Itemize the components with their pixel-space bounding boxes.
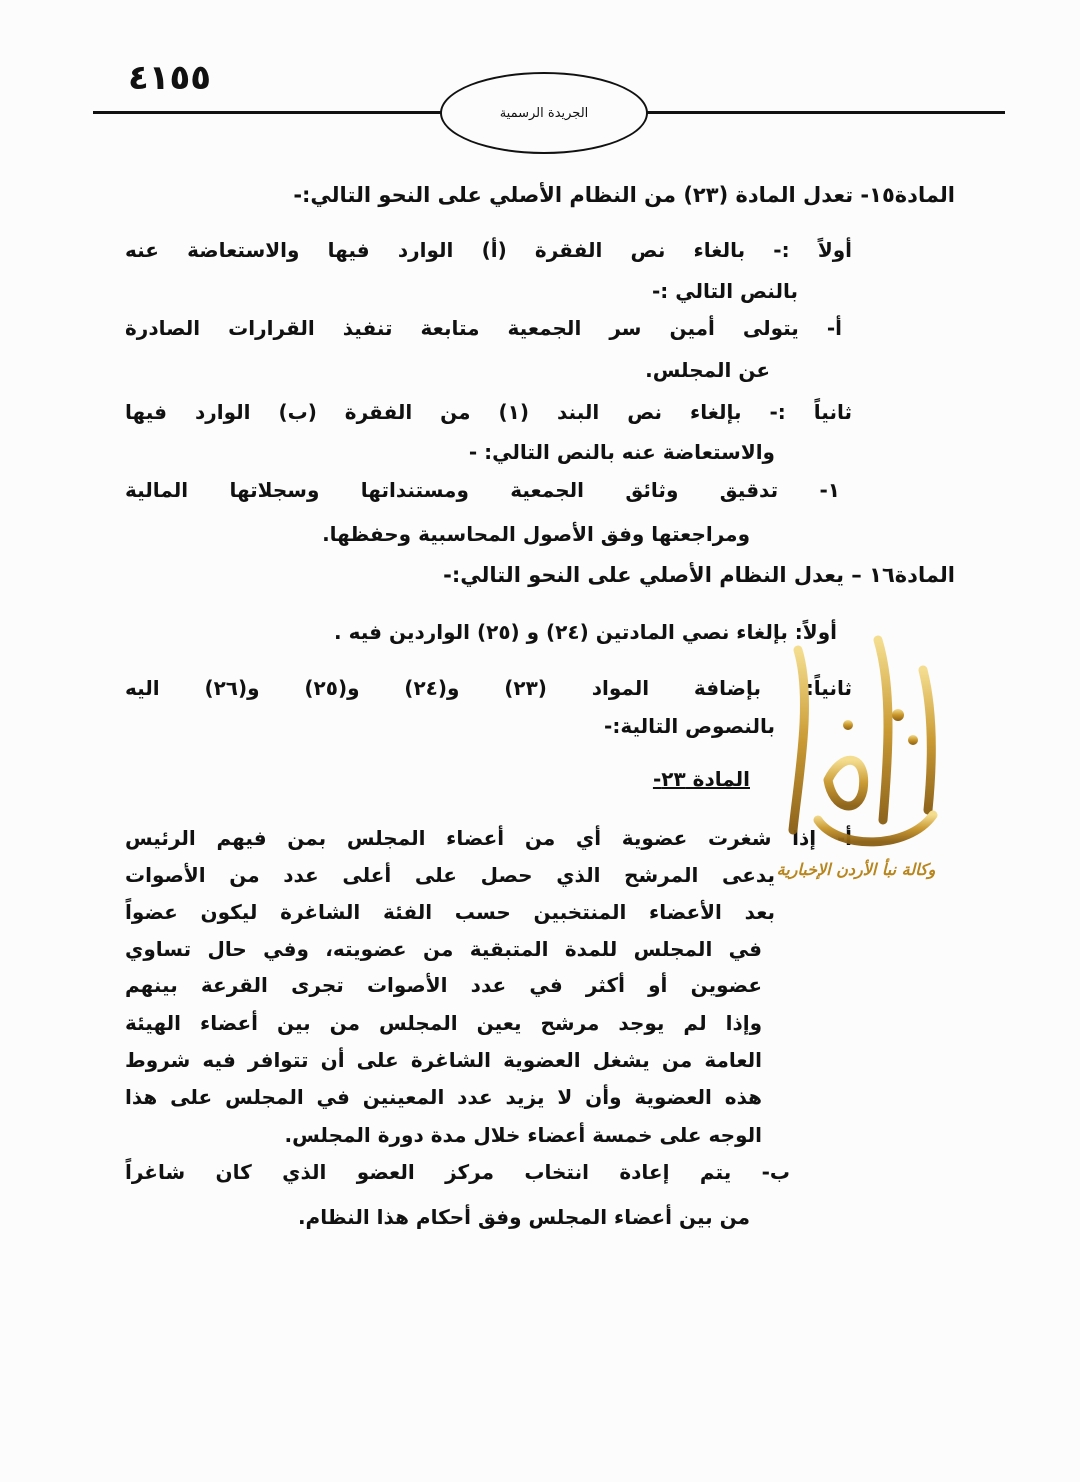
text-line: من بين أعضاء المجلس وفق أحكام هذا النظام.: [297, 1205, 750, 1229]
text-line: الوجه على خمسة أعضاء خلال مدة دورة المجلس.: [284, 1123, 762, 1147]
masthead-title: الجريدة الرسمية: [499, 105, 589, 121]
article-23-heading: المادة ٢٣-: [652, 767, 750, 791]
text-line: ١- تدقيق وثائق الجمعية ومستنداتها وسجلاتها المالية: [125, 478, 840, 502]
article-15-heading: المادة١٥- تعدل المادة (٢٣) من النظام الأصلي على النحو التالي:-: [293, 183, 955, 207]
text-line: بعد الأعضاء المنتخبين حسب الفئة الشاغرة ليكون عضواً: [125, 900, 775, 924]
text-line: ومراجعتها وفق الأصول المحاسبية وحفظها.: [322, 522, 750, 546]
text-line: هذه العضوية وأن لا يزيد عدد المعينين في المجلس على هذا: [125, 1085, 762, 1109]
text-line: بالنص التالي :-: [652, 279, 798, 303]
text-line: وإذا لم يوجد مرشح يعين المجلس من بين أعضاء الهيئة: [125, 1011, 762, 1035]
text-line: والاستعاضة عنه بالنص التالي: -: [468, 440, 775, 464]
text-line: ثانياً :- بإلغاء نص البند (١) من الفقرة (ب) الوارد فيها: [125, 400, 852, 424]
text-line: أ- يتولى أمين سر الجمعية متابعة تنفيذ القرارات الصادرة: [125, 316, 842, 340]
text-line: أ- إذا شغرت عضوية أي من أعضاء المجلس بمن فيهم الرئيس: [125, 826, 852, 850]
text-line: عضوين أو أكثر في عدد الأصوات تجرى القرعة بينهم: [125, 973, 762, 997]
text-line: أولاً: بإلغاء نصي المادتين (٢٤) و (٢٥) الواردين فيه .: [334, 620, 837, 644]
text-line: ثانياً: بإضافة المواد (٢٣) و(٢٤) و(٢٥) و(٢٦) اليه: [125, 676, 852, 700]
text-line: في المجلس للمدة المتبقية من عضويته، وفي حال تساوي: [125, 937, 762, 961]
text-line: العامة من يشغل العضوية الشاغرة على أن تتوافر فيه شروط: [125, 1048, 762, 1072]
text-line: عن المجلس.: [645, 358, 770, 382]
masthead-oval: [440, 72, 648, 154]
text-line: أولاً :- بالغاء نص الفقرة (أ) الوارد فيها والاستعاضة عنه: [125, 238, 852, 262]
text-line: ب- يتم إعادة انتخاب مركز العضو الذي كان شاغراً: [125, 1160, 790, 1184]
text-line: بالنصوص التالية:-: [604, 714, 775, 738]
text-line: يدعى المرشح الذي حصل على أعلى عدد من الأصوات: [125, 863, 775, 887]
article-16-heading: المادة١٦ – يعدل النظام الأصلي على النحو التالي:-: [443, 563, 955, 587]
watermark-caption: وكالة نبأ الأردن الإخبارية: [776, 860, 936, 879]
page-number: ٤١٥٥: [128, 58, 212, 98]
